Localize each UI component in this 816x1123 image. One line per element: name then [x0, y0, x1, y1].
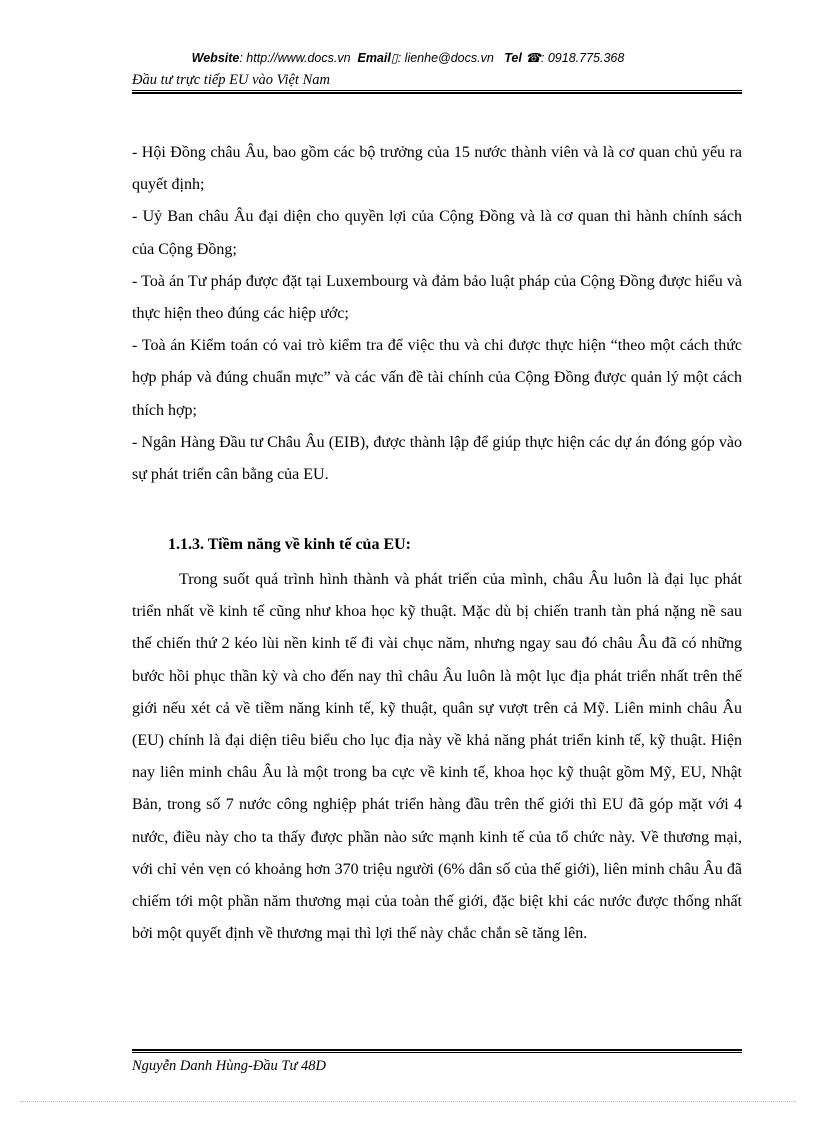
email-value[interactable]: : lienhe@docs.vn — [397, 51, 494, 65]
bullet-item: - Hội Đồng châu Âu, bao gồm các bộ trưởng của 15 nước thành viên và là cơ quan chủ yếu ra quyết định; — [132, 144, 742, 194]
phone-icon: ☎ — [525, 51, 541, 65]
email-label: Email — [357, 51, 391, 65]
bullet-list — [132, 137, 742, 491]
bullet-item: - Toà án Kiểm toán có vai trò kiểm tra để việc thu và chi được thực hiện “theo một cách thức hợp pháp và đúng chuẩn mực” và các vấn đề tài chính của Cộng Đồng được quản lý một cách thích hợp; — [132, 337, 742, 419]
bullet-item: - Toà án Tư pháp được đặt tại Luxembourg và đảm bảo luật pháp của Cộng Đồng được hiểu và thực hiện theo đúng các hiệp ước; — [132, 272, 742, 323]
tel-value: : 0918.775.368 — [540, 51, 625, 65]
page-bottom-divider — [20, 1101, 796, 1102]
bullet-item: - Uỷ Ban châu Âu đại diện cho quyền lợi của Cộng Đồng và là cơ quan thi hành chính sách của Cộng Đồng; — [132, 208, 742, 258]
footer-author: Nguyễn Danh Hùng-Đầu Tư 48D — [132, 1058, 326, 1074]
website-label: Website — [191, 51, 240, 65]
section-heading: 1.1.3. Tiềm năng về kinh tế của EU: — [168, 536, 411, 553]
section-paragraph: Trong suốt quá trình hình thành và phát triển của mình, châu Âu luôn là đại lục phát triển nhất về kinh tế cũng như khoa học kỹ thuật. Mặc dù bị chiến tranh tàn phá nặng nề sau thế chiến thứ 2 kéo lùi nền kinh tế đi vài chục năm, nhưng ngay sau đó châu Âu đã có những bước hồi phục thần kỳ và cho đến nay thì châu Âu luôn là một lục địa phát triển nhất trên thế giới nếu xét cả về tiềm năng kinh tế, kỹ thuật, quân sự vượt trên cả Mỹ. Liên minh châu Âu (EU) chính là đại diện tiêu biểu cho lục địa này về khả năng phát triển kinh tế, kỹ thuật. Hiện nay liên minh châu Âu là một trong ba cực về kinh tế, khoa học kỹ thuật gồm Mỹ, EU, Nhật Bản, trong số 7 nước công nghiệp phát triển hàng đầu trên thế giới thì EU đã góp mặt với 4 nước, điều này cho ta thấy được phần nào sức mạnh kinh tế của tổ chức này. Về thương mại, với chỉ vẻn vẹn có khoảng hơn 370 triệu người (6% dân số của thế giới), liên minh châu Âu đã chiếm tới một phần năm thương mại của toàn thế giới, đặc biệt khi các nước được thống nhất bởi một quyết định về thương mại thì lợi thế này chắc chắn sẽ tăng lên. — [132, 571, 742, 943]
footer-rule — [132, 1049, 742, 1053]
tel-label: Tel — [504, 51, 522, 65]
email-icon: ▯ — [390, 51, 398, 65]
header-rule — [132, 90, 742, 94]
contact-line — [0, 50, 816, 65]
website-value[interactable]: : http://www.docs.vn — [239, 51, 351, 65]
bullet-item: - Ngân Hàng Đầu tư Châu Âu (EIB), được thành lập để giúp thực hiện các dự án đóng góp vào sự phát triển cân bằng của EU. — [132, 433, 742, 484]
document-title: Đầu tư trực tiếp EU vào Việt Nam — [132, 72, 330, 88]
